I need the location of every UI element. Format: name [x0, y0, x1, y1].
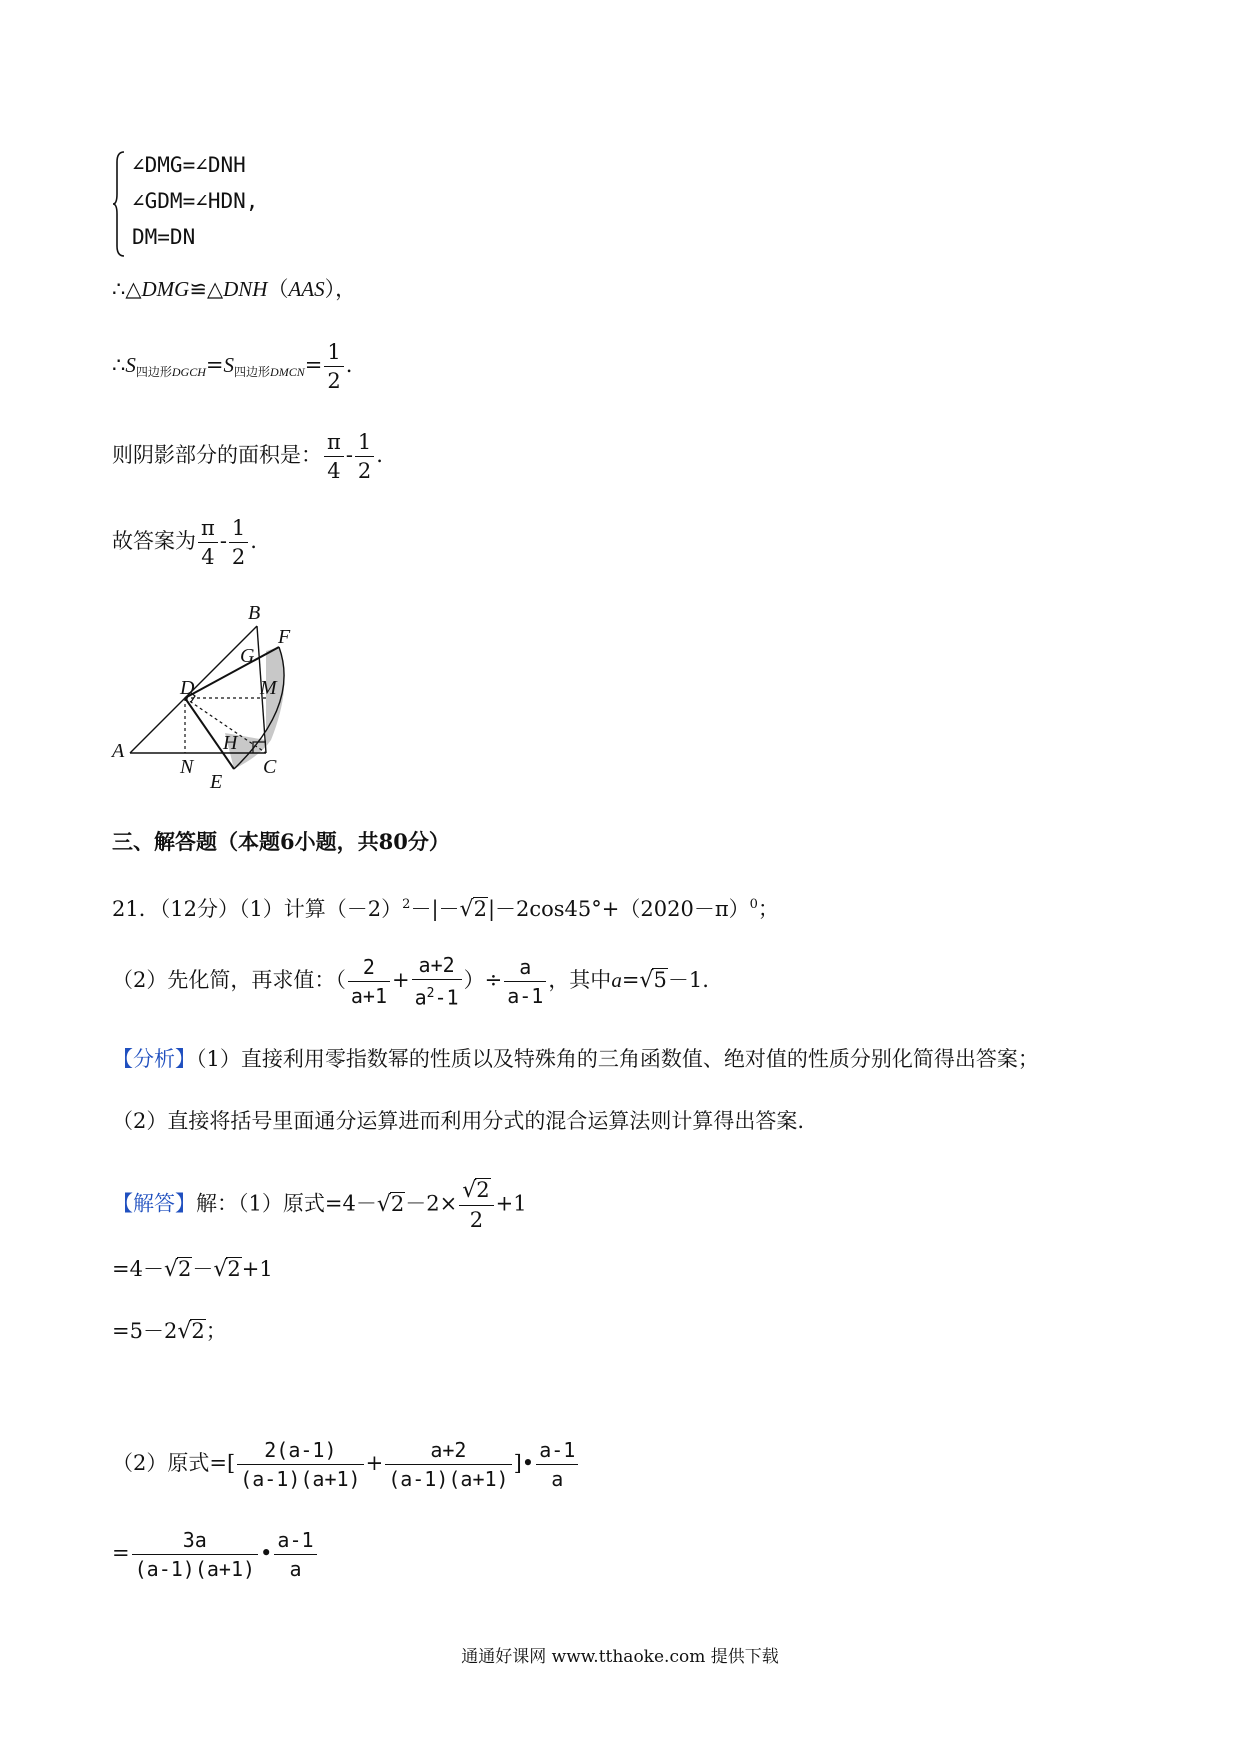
geometry-figure: [110, 595, 320, 800]
solution-text: （2）原式=[: [112, 1451, 236, 1475]
radical-icon: √: [376, 1191, 391, 1217]
solution-tag: 【解答】: [112, 1191, 196, 1216]
numerator: 3a: [132, 1528, 258, 1555]
solution-text: 解：（1）原式=4－: [196, 1191, 377, 1216]
question-text: ，其中: [548, 967, 612, 992]
subscript-quad: DGCH: [171, 365, 206, 379]
radicand: 2: [227, 1257, 241, 1281]
solution-text: －2×: [405, 1191, 458, 1216]
exponent: 2: [402, 897, 411, 912]
paren-close: ），: [324, 277, 357, 301]
denominator: (a-1)(a+1): [134, 1557, 256, 1581]
subscript-text: 四边形: [135, 365, 172, 379]
analysis-text: （1）直接利用零指数幂的性质以及特殊角的三角函数值、绝对值的性质分别化简得出答案；: [196, 1047, 1039, 1071]
numerator: π: [198, 516, 218, 543]
radical-icon: √: [163, 1257, 178, 1282]
fraction: [324, 430, 344, 483]
system-row-1: ∠DMG=∠DNH: [132, 153, 246, 177]
solution-text: ]•: [513, 1451, 535, 1475]
fraction: [274, 1528, 316, 1581]
numerator: a-1: [536, 1438, 578, 1465]
radical-icon: √: [462, 1178, 477, 1203]
denominator: 4: [327, 459, 341, 483]
fraction: [459, 1178, 493, 1232]
congruent-symbol: ≌△: [189, 277, 224, 301]
subscript-text: 四边形: [234, 365, 271, 379]
question-text: －|－: [410, 897, 460, 921]
denominator: 2: [327, 369, 341, 393]
numerator: a-1: [274, 1528, 316, 1555]
label-H: H: [223, 732, 238, 754]
question-text: 21．（12分）（1）计算（－2）: [112, 897, 403, 921]
solution-line-1: [112, 1178, 527, 1232]
denominator: 2: [231, 545, 246, 569]
analysis-line-2: （2）直接将括号里面通分运算进而利用分式的混合运算法则计算得出答案.: [112, 1109, 805, 1133]
solution-line-2: [112, 1254, 273, 1285]
denominator-base: a: [414, 985, 427, 1010]
solution-text: －: [192, 1257, 214, 1281]
brace-icon: [112, 150, 126, 258]
solution-line-3: [112, 1316, 227, 1347]
radicand: 2: [473, 897, 487, 921]
numerator: 2: [348, 955, 390, 982]
therefore-symbol: ∴△: [112, 277, 142, 301]
solution-text: +1: [495, 1191, 527, 1216]
plus-sign: +: [392, 967, 410, 992]
denominator: 4: [201, 545, 215, 569]
dot-operator: •: [260, 1541, 273, 1565]
therefore-symbol: ∴: [112, 353, 126, 377]
equals-sign: =: [112, 1541, 130, 1565]
answer-line: [112, 516, 257, 569]
period: .: [376, 443, 383, 467]
fraction: [132, 1528, 258, 1581]
minus-sign: -: [219, 529, 227, 553]
numerator: 1: [229, 516, 248, 543]
radical-icon: √: [213, 1257, 228, 1282]
denominator: a+1: [350, 983, 387, 1008]
radicand: 2: [390, 1191, 405, 1216]
numerator: a: [504, 955, 546, 982]
question-21-part-1: [112, 890, 779, 925]
denominator: 2: [469, 1208, 484, 1232]
radicand: 2: [191, 1319, 205, 1343]
solution-text: ；: [205, 1319, 227, 1343]
variable: a: [611, 967, 622, 992]
paren-open: （: [267, 277, 289, 301]
page-footer: 通通好课网 www.tthaoke.com 提供下载: [461, 1647, 779, 1667]
denominator: a: [551, 1467, 564, 1491]
question-text: （2）先化简，再求值：（: [112, 967, 346, 992]
radical-icon: √: [639, 967, 654, 993]
shaded-area-line: [112, 430, 383, 483]
solution-part-2-line-1: [112, 1438, 580, 1491]
numerator: a+2: [412, 953, 462, 980]
denominator: (a-1)(a+1): [240, 1467, 361, 1491]
solution-part-2-line-2: [112, 1528, 319, 1581]
triangle-left: DMG: [141, 277, 190, 301]
fraction: [229, 516, 248, 569]
numerator: 2(a-1): [237, 1438, 363, 1465]
period: .: [250, 529, 257, 553]
fraction: [324, 340, 343, 393]
numerator: a+2: [385, 1438, 511, 1465]
radicand: 5: [653, 967, 667, 992]
exponent: 2: [426, 986, 435, 1001]
denominator-tail: -1: [434, 985, 459, 1010]
analysis-line-1: [112, 1044, 1039, 1074]
fraction: [355, 430, 374, 483]
numerator: 1: [324, 340, 343, 367]
label-M: M: [260, 677, 277, 699]
plus-sign: +: [365, 1451, 384, 1475]
label-E: E: [210, 771, 223, 793]
radical-icon: √: [177, 1319, 192, 1344]
label-A: A: [112, 740, 125, 762]
congruence-line: [112, 274, 356, 304]
solution-text: =5－2: [112, 1319, 178, 1343]
denominator: [412, 980, 462, 1010]
period: .: [345, 353, 353, 377]
question-text: －1.: [667, 967, 709, 992]
fraction: [412, 953, 462, 1010]
label-F: F: [278, 626, 291, 648]
label-D: D: [180, 677, 195, 699]
radicand: 2: [178, 1257, 192, 1281]
section-title: 三、解答题（本题6小题，共80分）: [112, 829, 450, 854]
numerator: π: [324, 430, 344, 457]
solution-text: +1: [241, 1257, 273, 1281]
radical-icon: √: [459, 897, 474, 922]
equals-sign: =: [205, 353, 224, 377]
exponent: 0: [749, 897, 758, 912]
area-symbol: S: [223, 353, 235, 377]
subscript-quad: DMCN: [270, 365, 305, 379]
fraction: [237, 1438, 363, 1491]
label-G: G: [240, 645, 255, 667]
solution-text: =4－: [112, 1257, 164, 1281]
system-row-3: DM=DN: [132, 225, 196, 249]
fraction: [348, 955, 390, 1008]
question-text: ）÷: [463, 967, 503, 992]
triangle-right: DNH: [223, 277, 268, 301]
semicolon: ；: [757, 897, 779, 921]
analysis-tag: 【分析】: [112, 1047, 196, 1071]
denominator: a-1: [507, 983, 544, 1008]
numerator: [459, 1178, 493, 1206]
numerator: 1: [355, 430, 374, 457]
label-C: C: [263, 756, 277, 778]
label-B: B: [248, 602, 261, 624]
question-21-part-2: [112, 953, 709, 1010]
shaded-area-text: 则阴影部分的面积是：: [112, 443, 322, 467]
radicand: 2: [476, 1178, 490, 1202]
fraction: [385, 1438, 511, 1491]
area-equality-line: [112, 340, 352, 393]
fraction: [504, 955, 546, 1008]
denominator: 2: [357, 459, 372, 483]
area-symbol: S: [125, 353, 136, 377]
denominator: (a-1)(a+1): [388, 1467, 509, 1491]
system-row-2: ∠GDM=∠HDN,: [132, 189, 259, 213]
fraction: [198, 516, 218, 569]
congruence-reason: AAS: [288, 277, 325, 301]
fraction: [536, 1438, 578, 1491]
label-N: N: [180, 756, 194, 778]
equals-sign: =: [304, 353, 323, 377]
question-text: |－2cos45°+（2020－π）: [487, 897, 750, 921]
minus-sign: -: [345, 443, 353, 467]
equals-sign: =: [621, 967, 640, 992]
denominator: a: [289, 1557, 302, 1581]
answer-text: 故答案为: [112, 529, 196, 553]
